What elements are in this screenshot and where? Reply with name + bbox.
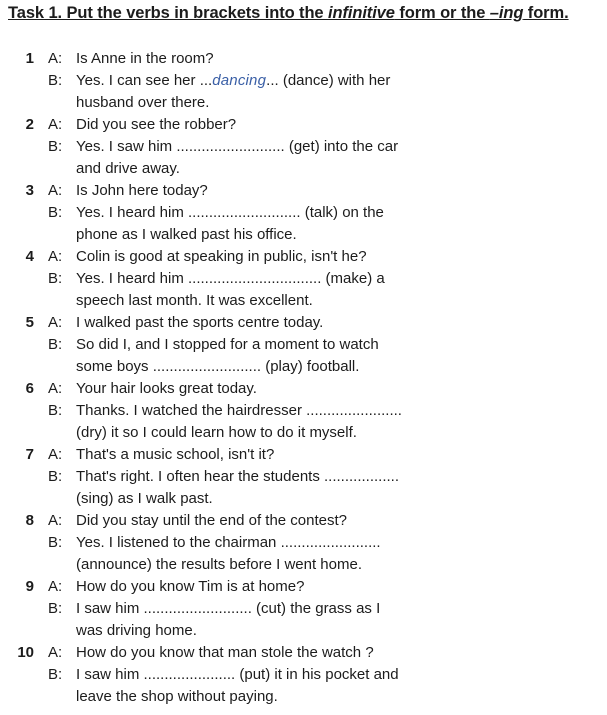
line-a: Your hair looks great today. [76,380,257,397]
speaker-b: B: [48,600,63,617]
item-number: 4 [25,248,34,265]
line-b2: husband over there. [76,94,210,111]
speaker-a: A: [48,116,63,133]
title-prefix: Task 1. Put the verbs in brackets into the [8,4,328,22]
item-number: 9 [25,578,34,595]
item-number: 10 [17,644,34,661]
line-b1: Yes. I heard him ................................ (make) a [76,270,385,287]
title-infinitive: infinitive [328,4,395,22]
line-b2: speech last month. It was excellent. [76,292,313,309]
title-middle: form or the [394,4,490,22]
line-b2: leave the shop without paying. [76,688,278,705]
line-b1: That's right. I often hear the students .................. [76,468,400,485]
speaker-b: B: [48,138,63,155]
line-b1: I saw him .......................... (cut) the grass as I [76,600,381,617]
item-number: 7 [25,446,34,463]
speaker-b: B: [48,204,63,221]
item-number: 6 [25,380,34,397]
speaker-a: A: [48,380,63,397]
line-a: How do you know Tim is at home? [76,578,305,595]
speaker-a: A: [48,644,63,661]
handwritten-answer: dancing [212,72,267,89]
line-b1: Yes. I listened to the chairman ........................ [76,534,381,551]
item-number: 3 [25,182,34,199]
title-suffix: form. [523,4,569,22]
speaker-a: A: [48,512,63,529]
item-number: 1 [25,50,34,67]
speaker-b: B: [48,666,63,683]
item-number: 8 [25,512,34,529]
speaker-a: A: [48,50,63,67]
speaker-a: A: [48,578,63,595]
speaker-a: A: [48,248,63,265]
line-a: Is John here today? [76,182,208,199]
speaker-a: A: [48,182,63,199]
speaker-b: B: [48,336,63,353]
speaker-b: B: [48,72,63,89]
line-b2: (sing) as I walk past. [76,490,213,507]
line-b2: (dry) it so I could learn how to do it myself. [76,424,357,441]
line-b2: some boys .......................... (play) football. [76,358,360,375]
line-b1-post: ... (dance) with her [266,72,391,89]
line-a: Colin is good at speaking in public, isn't he? [76,248,367,265]
line-b2: and drive away. [76,160,180,177]
line-b1: Yes. I saw him .......................... (get) into the car [76,138,399,155]
speaker-a: A: [48,314,63,331]
line-b1: So did I, and I stopped for a moment to watch [76,336,379,353]
item-number: 2 [25,116,34,133]
speaker-b: B: [48,402,63,419]
line-a: Did you stay until the end of the contest? [76,512,348,529]
line-b1-pre: Yes. I can see her ... [76,72,213,89]
speaker-a: A: [48,446,63,463]
line-a: I walked past the sports centre today. [76,314,324,331]
line-a: That's a music school, isn't it? [76,446,275,463]
speaker-b: B: [48,468,63,485]
title-ing: –ing [489,4,524,22]
line-a: Did you see the robber? [76,116,237,133]
line-b2: phone as I walked past his office. [76,226,297,243]
line-b1: Thanks. I watched the hairdresser ....................... [76,402,402,419]
line-b1 [76,72,390,89]
line-b1: I saw him ...................... (put) it in his pocket and [76,666,399,683]
line-b2: was driving home. [76,622,197,639]
speaker-b: B: [48,534,63,551]
speaker-b: B: [48,270,63,287]
line-b1: Yes. I heard him ........................... (talk) on the [76,204,384,221]
line-b2: (announce) the results before I went home. [76,556,362,573]
task-title [8,4,569,23]
item-number: 5 [25,314,34,331]
line-a: How do you know that man stole the watch ? [76,644,374,661]
line-a: Is Anne in the room? [76,50,214,67]
